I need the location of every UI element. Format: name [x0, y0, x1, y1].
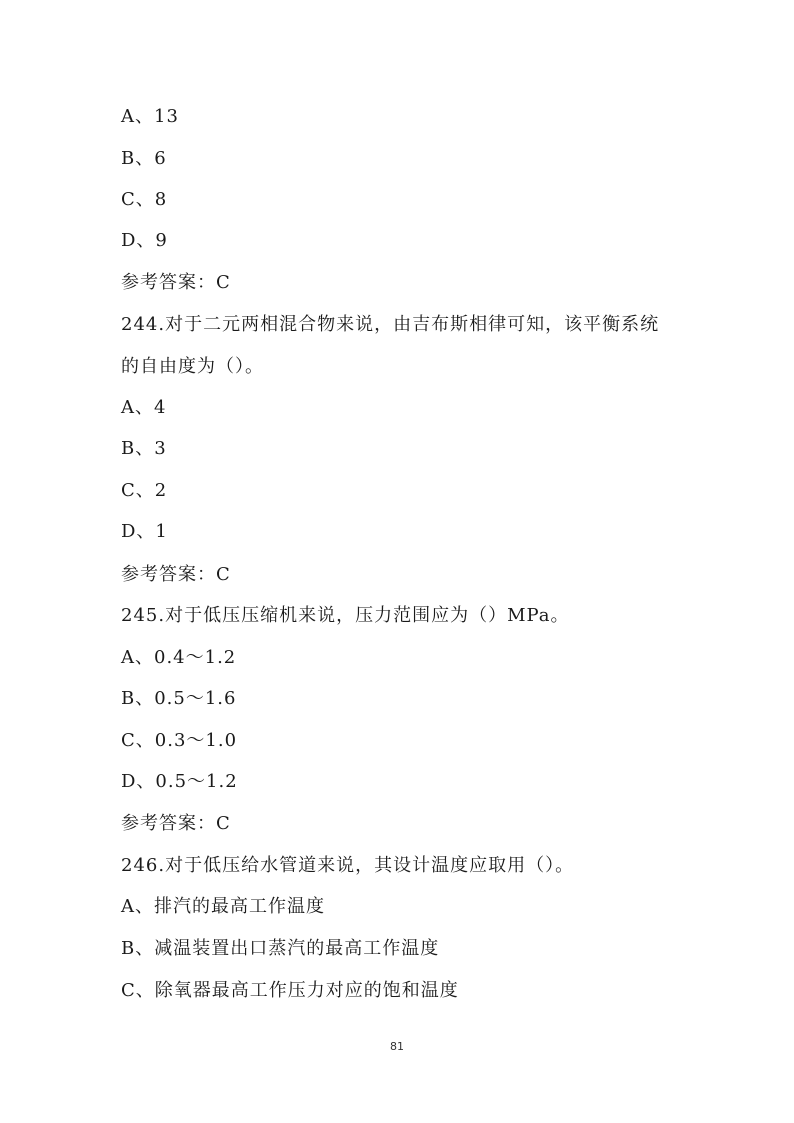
q244-option-d: D、1 [121, 521, 168, 542]
q245-option-b: B、0.5～1.6 [121, 688, 237, 709]
q244-option-b: B、3 [121, 438, 167, 459]
q246-option-b: B、减温装置出口蒸汽的最高工作温度 [121, 938, 440, 959]
q243-option-c: C、8 [121, 189, 168, 210]
q246-option-c: C、除氧器最高工作压力对应的饱和温度 [121, 980, 459, 1001]
q245-option-a: A、0.4～1.2 [121, 647, 237, 668]
q244-stem-line2: 的自由度为（）。 [121, 356, 264, 377]
q243-option-d: D、9 [121, 230, 168, 251]
q243-option-a: A、13 [121, 106, 179, 127]
page-number: 81 [390, 1040, 404, 1053]
q245-option-d: D、0.5～1.2 [121, 771, 238, 792]
q244-option-c: C、2 [121, 480, 168, 501]
q245-option-c: C、0.3～1.0 [121, 730, 238, 751]
q245-stem: 245.对于低压压缩机来说，压力范围应为（）MPa。 [121, 605, 570, 626]
q244-option-a: A、4 [121, 397, 167, 418]
q244-answer: 参考答案：C [121, 564, 231, 585]
q246-option-a: A、排汽的最高工作温度 [121, 896, 325, 917]
q243-answer: 参考答案：C [121, 272, 231, 293]
q243-option-b: B、6 [121, 148, 167, 169]
q244-stem-line1: 244.对于二元两相混合物来说，由吉布斯相律可知，该平衡系统 [121, 314, 660, 335]
q245-answer: 参考答案：C [121, 813, 231, 834]
q246-stem: 246.对于低压给水管道来说，其设计温度应取用（）。 [121, 855, 575, 876]
